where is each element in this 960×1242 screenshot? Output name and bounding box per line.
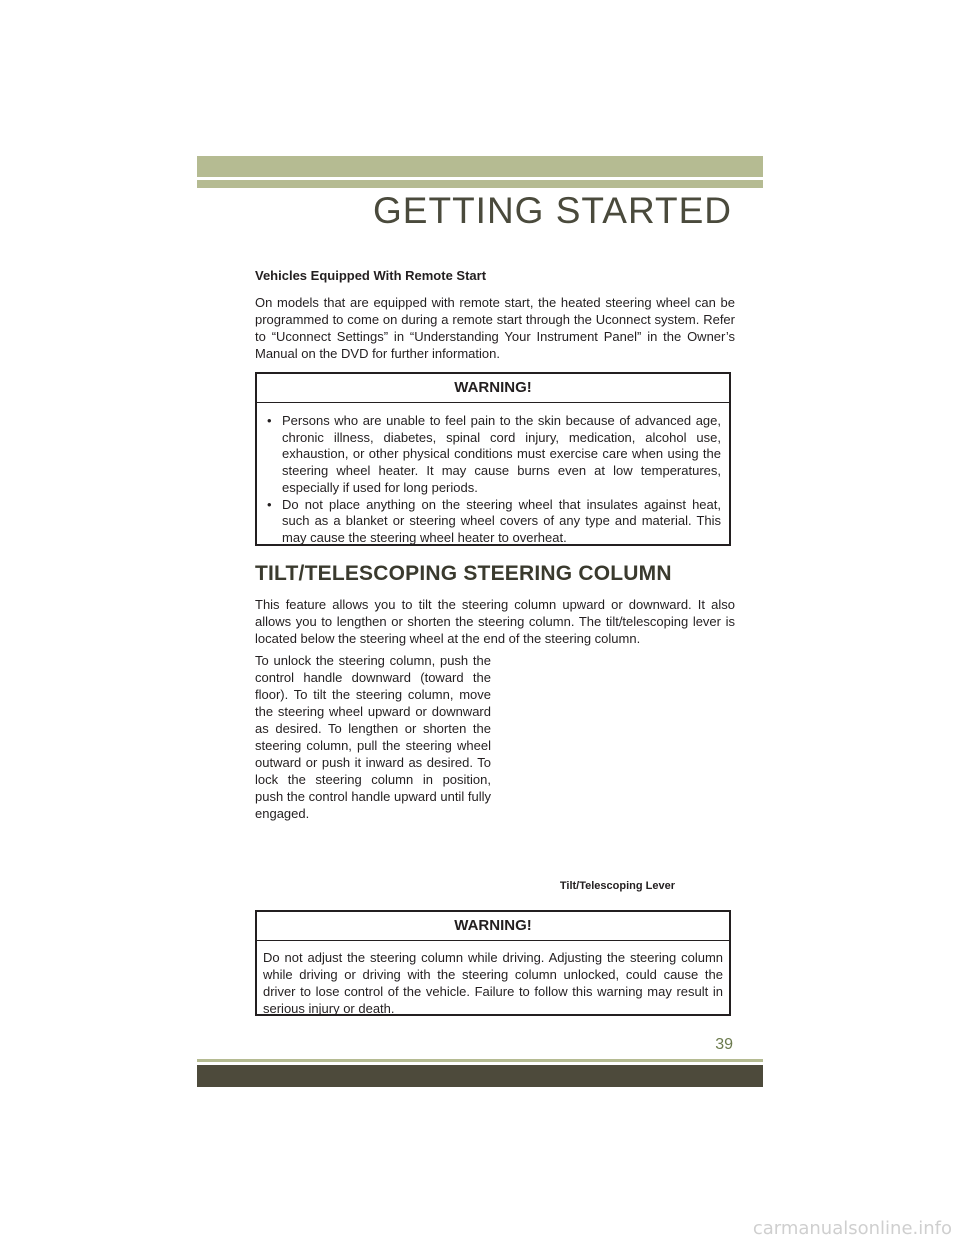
remote-start-body (255, 294, 735, 362)
tilt-instructions-paragraph: To unlock the steering column, push the control handle downward (toward the floor). To tilt the steering column, move the steering wheel upward or downward as desired. To lengthen or shorten the steering column, pull the steering wheel outward or push it inward as desired. To lock the steering column in position, push the control handle upward until fully engaged. (255, 653, 491, 821)
warning-list (265, 413, 721, 547)
warning-title: WARNING! (257, 374, 729, 403)
page-number: 39 (715, 1036, 733, 1053)
warning-box-heated-wheel (255, 372, 731, 546)
watermark: carmanualsonline.info (752, 1218, 952, 1239)
warning-body: Do not adjust the steering column while driving. Adjusting the steering column while driving or driving with the steering column unlocked, could cause the driver to lose control of the vehicle. Failure to follow this warning may result in serious injury or death. (263, 950, 723, 1016)
tilt-lever-figure (500, 650, 735, 875)
remote-start-paragraph: On models that are equipped with remote start, the heated steering wheel can be programmed to come on during a remote start through the Uconnect system. Refer to “Uconnect Settings” in “Understanding Your Instrument Panel” in the Owner’s Manual on the DVD for further information. (255, 295, 735, 361)
tilt-heading: TILT/TELESCOPING STEERING COLUMN (255, 562, 672, 585)
tilt-instructions (255, 652, 491, 822)
warning-box-steering-column (255, 910, 731, 1016)
warning-item: • Persons who are unable to feel pain to the skin because of advanced age, chronic illness, diabetes, spinal cord injury, medication, alcohol use, exhaustion, or other physical conditions must exercise care when using the steering wheel heater. It may cause burns even at low temperatures, especially if used for long periods. (265, 413, 721, 497)
footer-band (197, 1065, 763, 1087)
footer-line (197, 1059, 763, 1062)
section-title: GETTING STARTED (373, 190, 732, 231)
header-band-stripe (197, 180, 763, 188)
tilt-intro-paragraph: This feature allows you to tilt the steering column upward or downward. It also allows you to lengthen or shorten the steering column. The tilt/telescoping lever is located below the steering wheel at the end of the steering column. (255, 597, 735, 646)
warning-title: WARNING! (257, 912, 729, 941)
tilt-intro (255, 596, 735, 647)
warning-item: • Do not place anything on the steering wheel that insulates against heat, such as a blanket or steering wheel covers of any type and material. This may cause the steering wheel heater to overheat. (265, 497, 721, 547)
remote-start-heading: Vehicles Equipped With Remote Start (255, 268, 487, 283)
header-band (197, 156, 763, 177)
figure-caption: Tilt/Telescoping Lever (559, 880, 675, 892)
